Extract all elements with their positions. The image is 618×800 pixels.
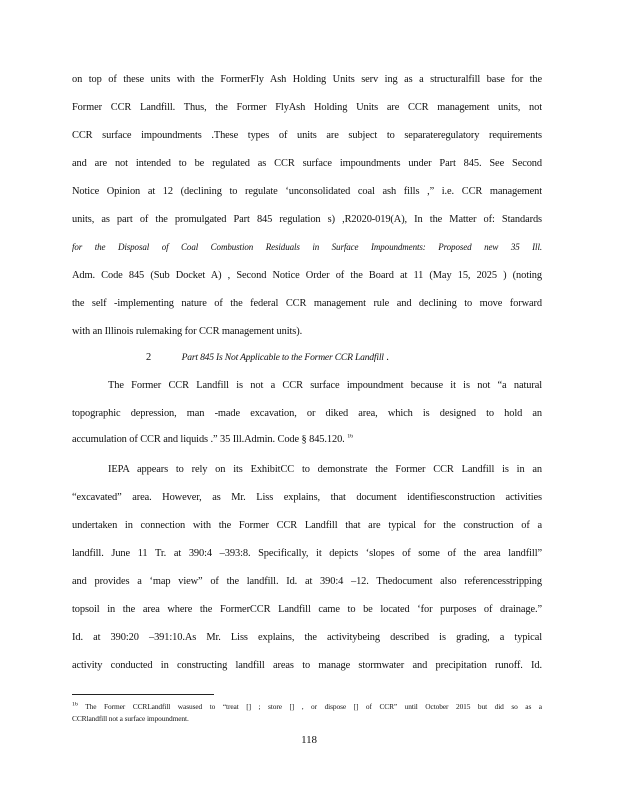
footnote-divider [72,694,214,695]
body-line: Former CCR Landfill. Thus, the Former FlyAsh Holding Units are CCR management units, not [72,102,542,113]
body-line: for the Disposal of Coal Combustion Residuals in Surface Impoundments: Proposed new 35 Ill. [72,242,542,252]
body-line: with an Illinois rulemaking for CCR management units). [72,326,303,337]
page-number: 118 [301,734,317,746]
body-line: “excavated” area. However, as Mr. Liss explains, that document identifiesconstruction activities [72,492,542,503]
body-line: The Former CCR Landfill is not a CCR surface impoundment because it is not “a natural [108,380,542,391]
body-line: on top of these units with the FormerFly Ash Holding Units serv ing as a structuralfill base for the [72,74,542,85]
footnote-ref: 16 [347,434,353,440]
body-line-text: accumulation of CCR and liquids .” 35 Ill.Admin. Code § 845.120. [72,434,345,445]
body-line: topsoil in the area where the FormerCCR Landfill came to be located ‘for purposes of drainage.” [72,604,542,615]
heading-number: 2 [146,352,152,363]
footnote-text: The Former CCRLandfill wasused to “treat [] ; store [] , or dispose [] of CCR” until October 2015 but did so as a [85,702,542,711]
footnote-line: CCRlandfill not a surface impoundment. [72,714,189,723]
body-line: and provides a ‘map view” of the landfill. Id. at 390:4 –12. Thedocument also referencesstripping [72,576,542,587]
body-line: Id. at 390:20 –391:10.As Mr. Liss explains, the activitybeing described is grading, a typical [72,632,542,643]
body-line: the self -implementing nature of the federal CCR management rule and declining to move forward [72,298,542,309]
body-line: topographic depression, man -made excavation, or diked area, which is designed to hold an [72,408,542,419]
body-line: Notice Opinion at 12 (declining to regulate ‘unconsolidated coal ash fills ,” i.e. CCR management [72,186,542,197]
body-line: Adm. Code 845 (Sub Docket A) , Second Notice Order of the Board at 11 (May 15, 2025 ) (noting [72,270,542,281]
body-line: IEPA appears to rely on its ExhibitCC to demonstrate the Former CCR Landfill is in an [108,464,542,475]
heading-end: . [386,352,389,363]
footnote-line [72,702,542,711]
body-line [72,434,542,445]
body-line: units, as part of the promulgated Part 845 regulation s) ,R2020-019(A), In the Matter of: Standards [72,214,542,225]
body-line: landfill. June 11 Tr. at 390:4 –393:8. Specifically, it depicts ‘slopes of some of the area landfill” [72,548,542,559]
heading-title: Part 845 Is Not Applicable to the Former CCR Landfill [181,352,384,363]
body-line: and are not intended to be regulated as CCR surface impoundments under Part 845. See Second [72,158,542,169]
body-line: undertaken in connection with the Former CCR Landfill that are typical for the construction of a [72,520,542,531]
body-line: activity conducted in constructing landfill areas to manage stormwater and precipitation runoff. Id. [72,660,542,671]
section-heading [146,352,466,363]
footnote-number: 16 [72,702,78,708]
body-line: CCR surface impoundments .These types of units are subject to separateregulatory requirements [72,130,542,141]
